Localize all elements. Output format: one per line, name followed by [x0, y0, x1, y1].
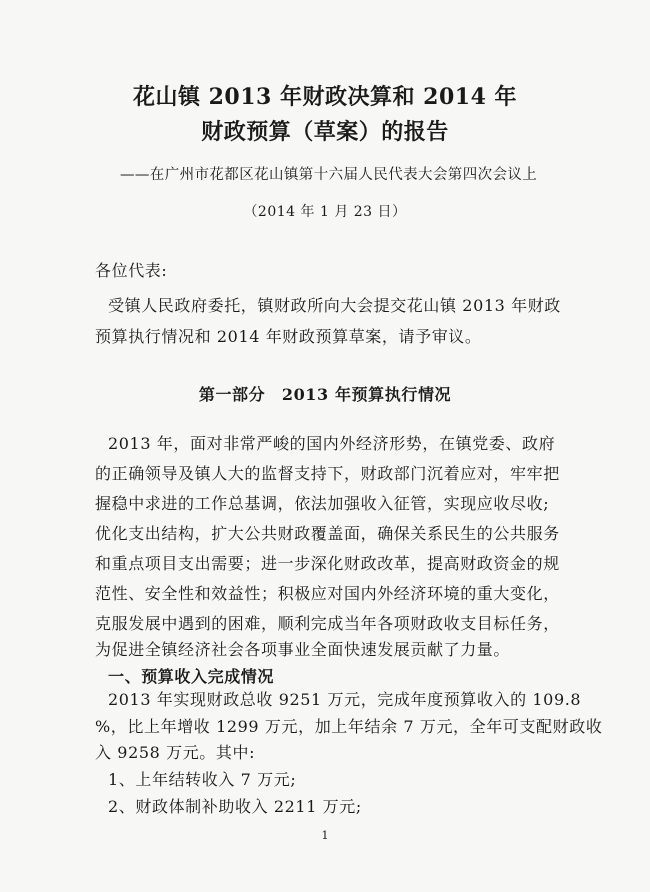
- subsection-heading: 一、预算收入完成情况: [108, 667, 275, 686]
- paragraph-line: 范性、安全性和效益性；积极应对国内外经济环境的重大变化，: [95, 584, 560, 603]
- paragraph-line: 为促进全镇经济社会各项事业全面快速发展贡献了力量。: [95, 640, 511, 659]
- report-date: （2014 年 1 月 23 日）: [243, 204, 407, 220]
- paragraph-line: 握稳中求进的工作总基调，依法加强收入征管，实现应收尽收;: [95, 494, 550, 513]
- paragraph-line: 优化支出结构，扩大公共财政覆盖面，确保关系民生的公共服务: [95, 524, 560, 543]
- paragraph-line: 的正确领导及镇人大的监督支持下，财政部门沉着应对，牢牢把: [95, 464, 560, 483]
- paragraph-line: 克服发展中遇到的困难，顺利完成当年各项财政收支目标任务，: [95, 614, 560, 633]
- paragraph-line: 和重点项目支出需要；进一步深化财政改革，提高财政资金的规: [95, 554, 560, 573]
- page-number: 1: [321, 829, 329, 842]
- paragraph-line: 2013 年，面对非常严峻的国内外经济形势，在镇党委、政府: [108, 434, 556, 453]
- list-item: 2、财政体制补助收入 2211 万元;: [108, 797, 362, 816]
- report-title-line-1: 花山镇 2013 年财政决算和 2014 年: [132, 84, 518, 110]
- paragraph-line: 入 9258 万元。其中:: [95, 743, 256, 762]
- report-title-line-2: 财政预算（草案）的报告: [201, 119, 449, 145]
- list-item: 1、上年结转收入 7 万元;: [108, 770, 297, 789]
- paragraph-line: 2013 年实现财政总收 9251 万元，完成年度预算收入的 109.8: [108, 690, 582, 709]
- intro-line: 预算执行情况和 2014 年财政预算草案，请予审议。: [95, 327, 482, 346]
- report-subtitle: ——在广州市花都区花山镇第十六届人民代表大会第四次会议上: [120, 167, 538, 183]
- intro-line: 受镇人民政府委托，镇财政所向大会提交花山镇 2013 年财政: [108, 296, 561, 315]
- salutation: 各位代表:: [95, 261, 168, 280]
- section-heading: 第一部分 2013 年预算执行情况: [198, 385, 452, 404]
- paragraph-line: %，比上年增收 1299 万元，加上年结余 7 万元，全年可支配财政收: [95, 717, 603, 736]
